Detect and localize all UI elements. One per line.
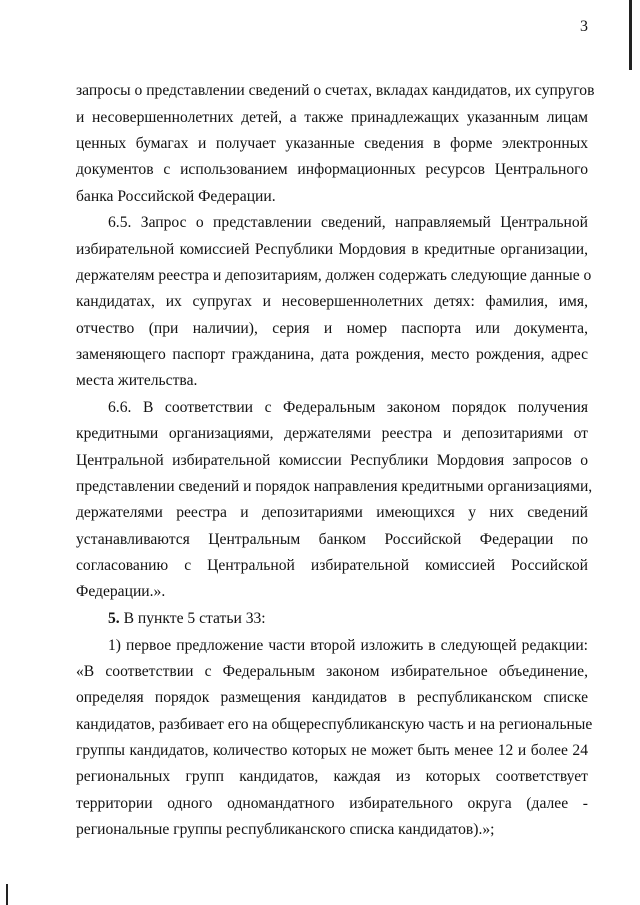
text-line: кандидатов, разбивает его на общереспубликанскую часть и на региональные (76, 716, 593, 733)
item-number: 5. (108, 610, 120, 627)
text-line: заменяющего паспорт гражданина, дата рождения, место рождения, адрес (76, 346, 588, 363)
text-line: Федерации.». (76, 583, 166, 600)
text-line: ценных бумагах и получает указанные сведения в форме электронных (76, 135, 588, 152)
text-line: устанавливаются Центральным банком Российской Федерации по (76, 531, 588, 548)
text-line: региональные группы республиканского списка кандидатов).»; (76, 821, 495, 838)
text-line: Центральной избирательной комиссии Республики Мордовия запросов о (76, 452, 588, 469)
text-line: запросы о представлении сведений о счетах, вкладах кандидатов, их супругов (76, 82, 595, 99)
text-line: представлении сведений и порядок направления кредитными организациями, (76, 478, 593, 495)
text-line: документов с использованием информационных ресурсов Центрального (76, 161, 588, 178)
text-line: определяя порядок размещения кандидатов в республиканском списке (76, 689, 588, 706)
section-heading-text: В пункте 5 статьи 33: (123, 610, 266, 627)
text-line: банка Российской Федерации. (76, 188, 276, 205)
text-line: держателям реестра и депозитариям, должен содержать следующие данные о (76, 267, 592, 284)
section-heading (108, 609, 588, 628)
text-line: 1) первое предложение части второй изложить в следующей редакции: (108, 637, 588, 654)
text-line: 6.5. Запрос о представлении сведений, направляемый Центральной (108, 214, 588, 231)
page-number: 3 (580, 18, 588, 35)
text-line: территории одного одномандатного избирательного округа (далее - (76, 795, 588, 812)
text-line: согласованию с Центральной избирательной комиссией Российской (76, 557, 588, 574)
text-line: и несовершеннолетних детей, а также принадлежащих указанным лицам (76, 109, 588, 126)
scan-edge-mark (629, 0, 632, 70)
text-line: отчество (при наличии), серия и номер паспорта или документа, (76, 320, 588, 337)
text-line: региональных групп кандидатов, каждая из которых соответствует (76, 768, 588, 785)
text-line: кредитными организациями, держателями реестра и депозитариями от (76, 425, 588, 442)
text-line: кандидатах, их супругах и несовершеннолетних детях: фамилия, имя, (76, 293, 588, 310)
text-line: группы кандидатов, количество которых не может быть менее 12 и более 24 (76, 742, 588, 759)
text-line: «В соответствии с Федеральным законом избирательное объединение, (76, 663, 588, 680)
text-line: места жительства. (76, 372, 198, 389)
scan-edge-mark (6, 884, 8, 905)
text-line: 6.6. В соответствии с Федеральным законом порядок получения (108, 399, 588, 416)
text-line: держателями реестра и депозитариями имеющихся у них сведений (76, 504, 588, 521)
text-line: избирательной комиссией Республики Мордовия в кредитные организации, (76, 241, 588, 258)
